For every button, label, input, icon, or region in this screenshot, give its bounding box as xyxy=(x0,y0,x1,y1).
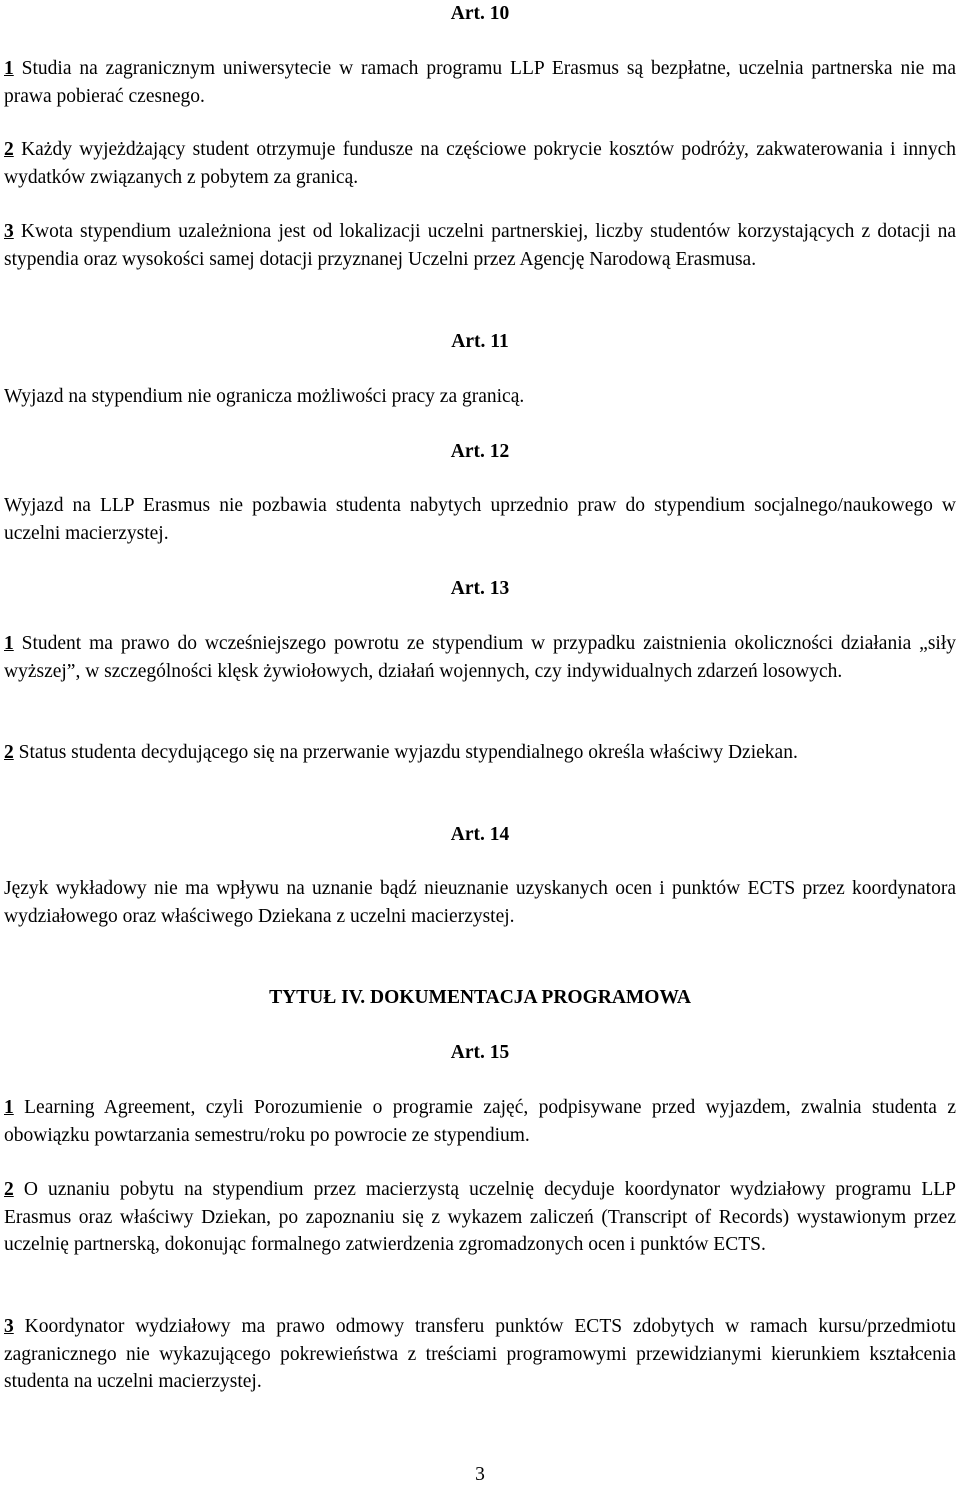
paragraph-text: Koordynator wydziałowy ma prawo odmowy transferu punktów ECTS zdobytych w ramach kursu/przedmiotu zagranicznego nie wykazującego pokrewieństwa z treściami programowymi przewidzianymi kierunkiem kształcenia studenta na uczelni macierzystej. xyxy=(4,1316,956,1392)
art-14-paragraph: Język wykładowy nie ma wpływu na uznanie bądź nieuznanie uzyskanych ocen i punktów ECTS przez koordynatora wydziałowego oraz właściwego Dziekana z uczelni macierzystej. xyxy=(4,878,956,927)
art-12-paragraph: Wyjazd na LLP Erasmus nie pozbawia studenta nabytych uprzednio praw do stypendium socjalnego/naukowego w uczelni macierzystej. xyxy=(4,495,956,544)
paragraph-number: 1 xyxy=(4,58,14,79)
paragraph-text: Status studenta decydującego się na przerwanie wyjazdu stypendialnego określa właściwy Dziekan. xyxy=(13,742,798,763)
page-number: 3 xyxy=(475,1464,485,1485)
title-iv-heading: TYTUŁ IV. DOKUMENTACJA PROGRAMOWA xyxy=(269,987,691,1008)
paragraph-text: Studia na zagranicznym uniwersytecie w ramach programu LLP Erasmus są bezpłatne, uczelnia partnerska nie ma prawa pobierać czesnego. xyxy=(4,58,956,107)
paragraph-number: 2 xyxy=(4,742,14,763)
paragraph-number: 3 xyxy=(4,1316,14,1337)
art-13-paragraph-2 xyxy=(4,739,956,767)
paragraph-text: Learning Agreement, czyli Porozumienie o programie zajęć, podpisywane przed wyjazdem, zwalnia studenta z obowiązku powtarzania semestru/roku po powrocie ze stypendium. xyxy=(4,1097,956,1146)
art-10-heading: Art. 10 xyxy=(450,3,510,24)
paragraph-number: 3 xyxy=(4,221,14,242)
art-11-paragraph: Wyjazd na stypendium nie ogranicza możliwości pracy za granicą. xyxy=(4,386,525,407)
art-14-heading: Art. 14 xyxy=(450,824,510,845)
art-10-paragraph-3 xyxy=(4,218,956,273)
art-15-paragraph-3 xyxy=(4,1313,956,1396)
paragraph-number: 1 xyxy=(4,1097,14,1118)
art-15-heading: Art. 15 xyxy=(450,1042,510,1063)
art-12-heading: Art. 12 xyxy=(450,441,510,462)
paragraph-text: Student ma prawo do wcześniejszego powrotu ze stypendium w przypadku zaistnienia okoliczności działania „siły wyższej”, w szczególności klęsk żywiołowych, działań wojennych, czy indywidualnych zdarzeń losowych. xyxy=(4,633,956,682)
art-10-paragraph-1 xyxy=(4,55,956,110)
paragraph-text: Każdy wyjeżdżający student otrzymuje fundusze na częściowe pokrycie kosztów podróży, zakwaterowania i innych wydatków związanych z pobytem za granicą. xyxy=(4,139,956,188)
paragraph-text: Kwota stypendium uzależniona jest od lokalizacji uczelni partnerskiej, liczby studentów korzystających z dotacji na stypendia oraz wysokości samej dotacji przyznanej Uczelni przez Agencję Narodową Erasmusa. xyxy=(4,221,956,270)
art-11-heading: Art. 11 xyxy=(451,331,509,352)
art-15-paragraph-2 xyxy=(4,1176,956,1259)
paragraph-number: 2 xyxy=(4,139,14,160)
art-15-paragraph-1 xyxy=(4,1094,956,1149)
paragraph-text: O uznaniu pobytu na stypendium przez macierzystą uczelnię decyduje koordynator wydziałowy programu LLP Erasmus oraz właściwy Dziekan, po zapoznaniu się z wykazem zaliczeń (Transcript of Records) wystawionym przez uczelnię partnerską, dokonując formalnego zatwierdzenia zgromadzonych ocen i punktów ECTS. xyxy=(4,1179,956,1255)
art-10-paragraph-2 xyxy=(4,136,956,191)
art-13-heading: Art. 13 xyxy=(450,578,510,599)
art-13-paragraph-1 xyxy=(4,630,956,685)
paragraph-number: 2 xyxy=(4,1179,14,1200)
paragraph-number: 1 xyxy=(4,633,14,654)
